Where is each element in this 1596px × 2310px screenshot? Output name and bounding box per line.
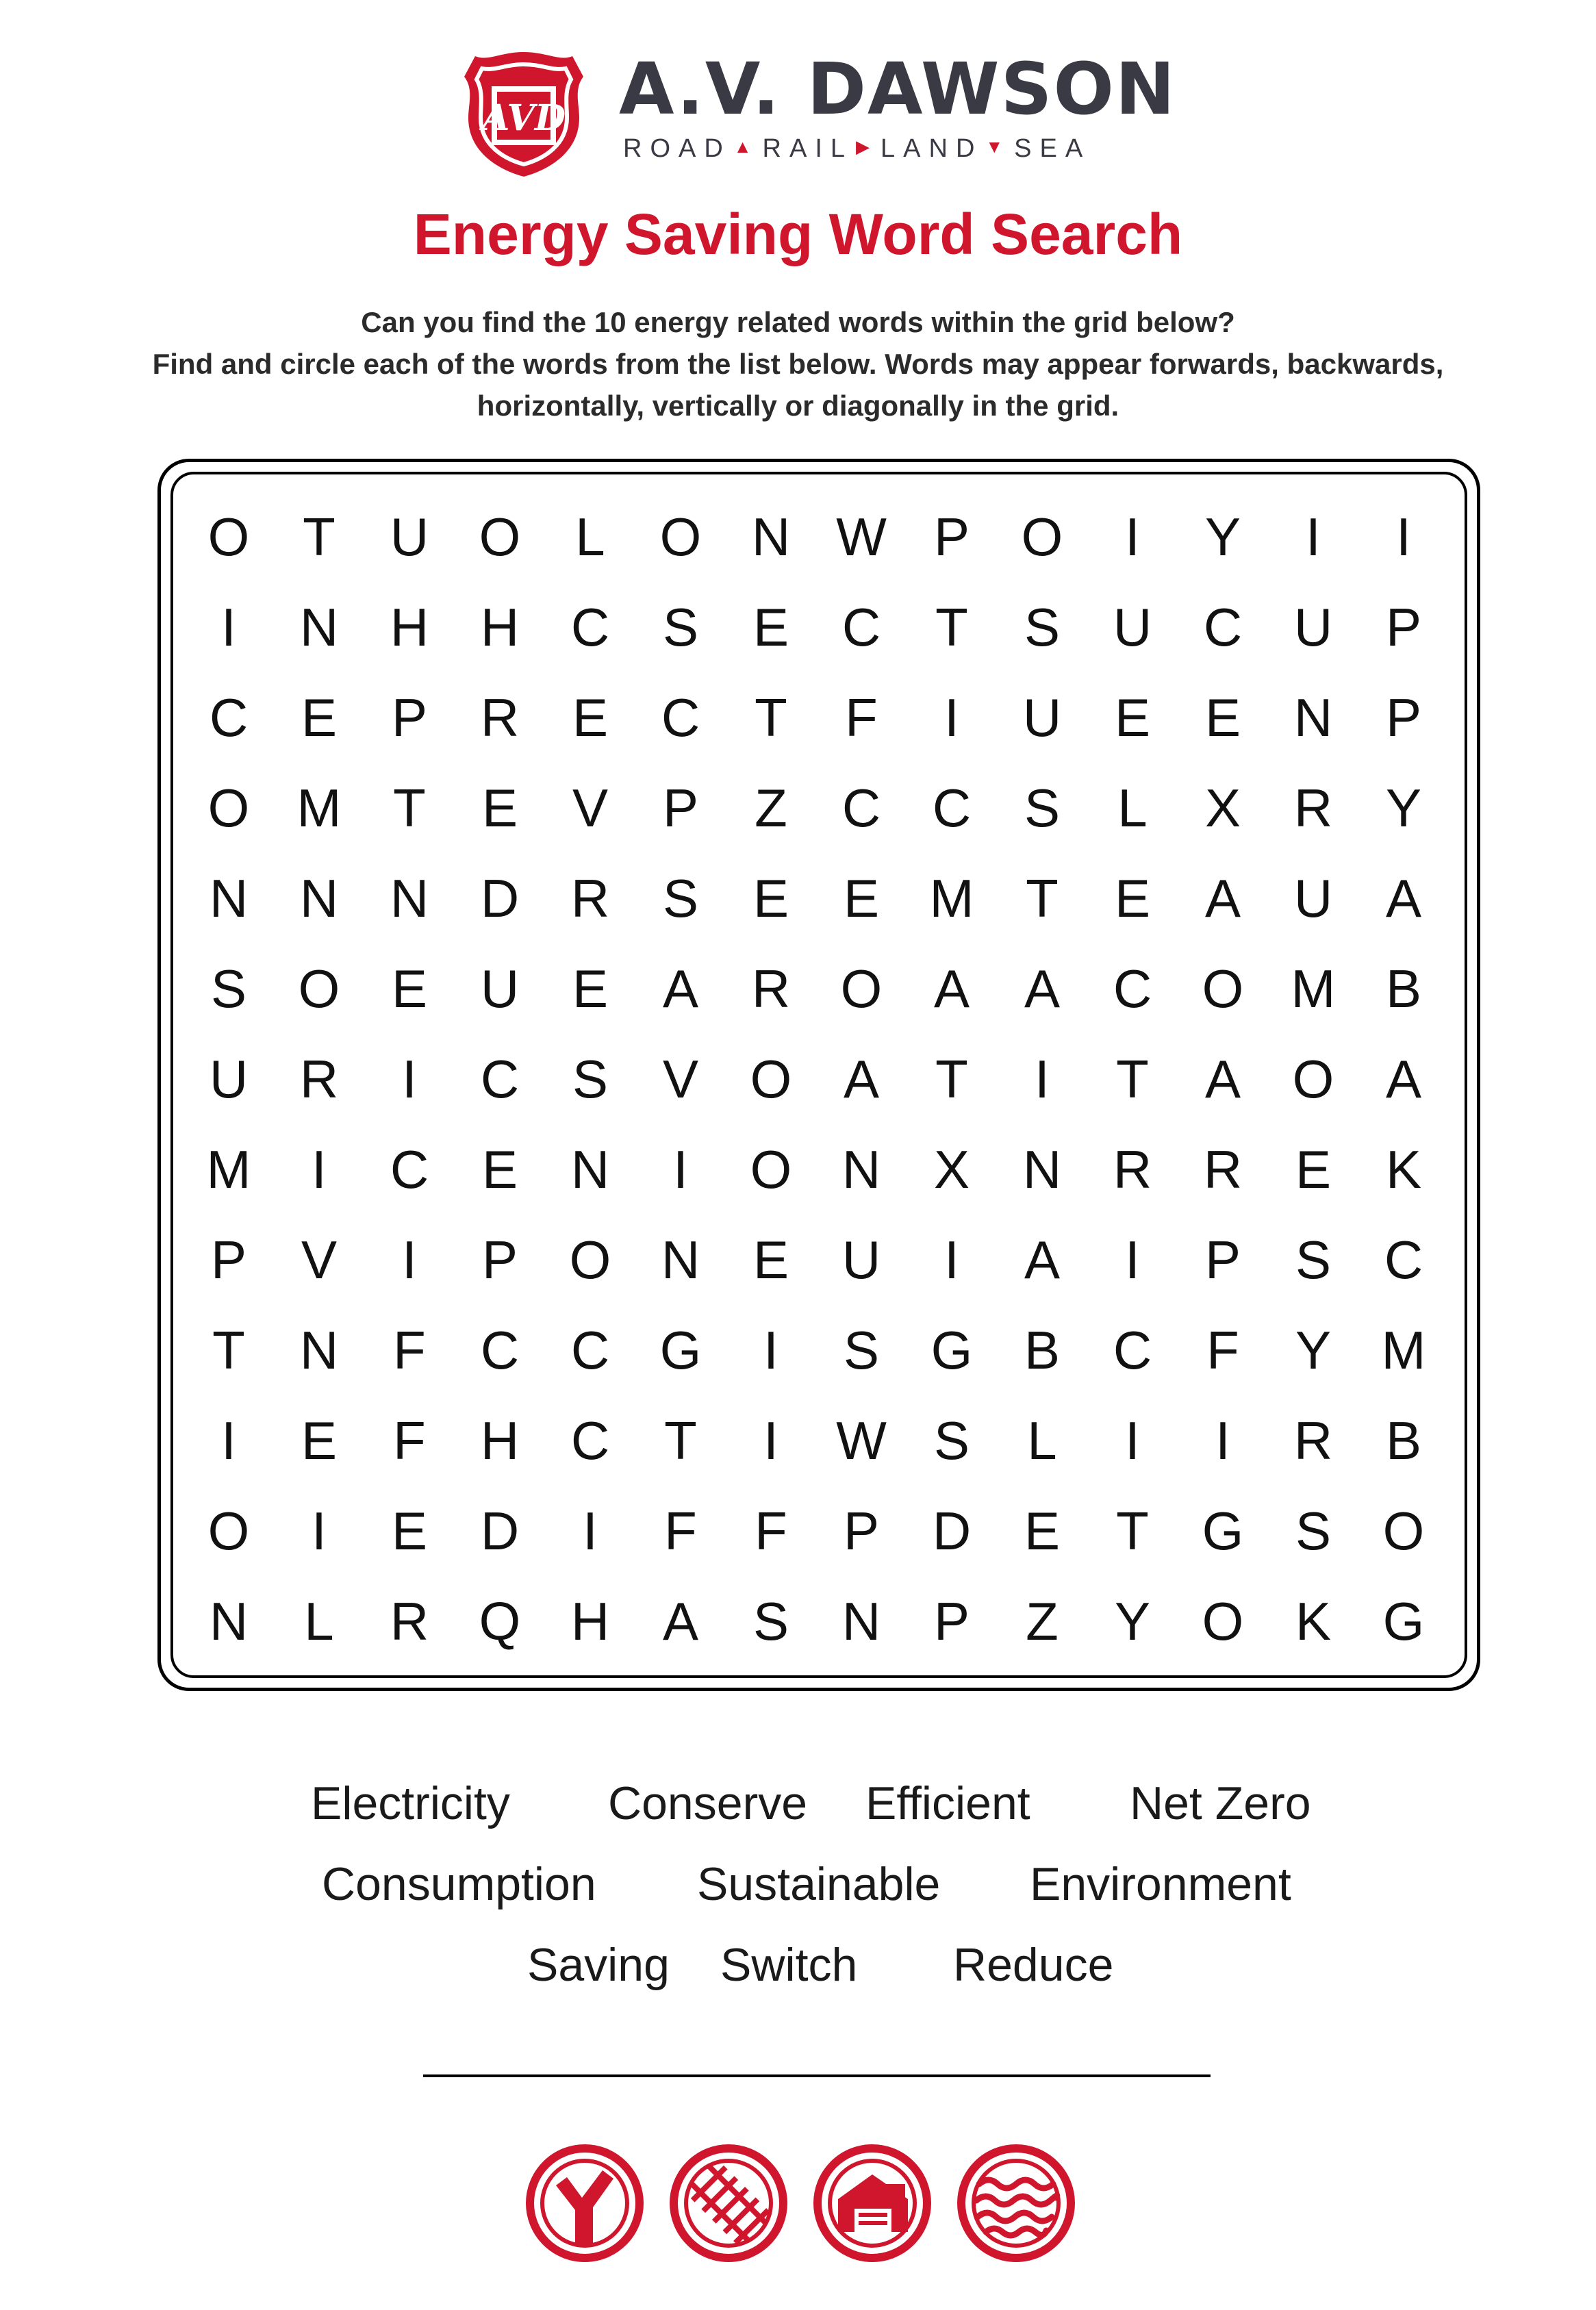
- grid-cell[interactable]: G: [659, 1319, 702, 1380]
- grid-cell[interactable]: C: [841, 596, 881, 657]
- grid-cell[interactable]: V: [301, 1229, 338, 1290]
- grid-cell[interactable]: N: [841, 1139, 881, 1200]
- grid-cell[interactable]: E: [481, 1139, 518, 1200]
- grid-cell[interactable]: D: [480, 1500, 520, 1561]
- instruction-line: Find and circle each of the words from the list below. Words may appear forwards, backwards,: [152, 348, 1444, 380]
- grid-cell[interactable]: O: [207, 506, 250, 567]
- rail-icon: [668, 2143, 789, 2263]
- grid-cell[interactable]: S: [662, 596, 699, 657]
- grid-cell[interactable]: T: [1026, 867, 1059, 928]
- grid-cell[interactable]: U: [1022, 687, 1062, 748]
- grid-cell[interactable]: C: [570, 596, 610, 657]
- grid-cell[interactable]: N: [209, 867, 249, 928]
- grid-cell[interactable]: N: [390, 867, 429, 928]
- sea-icon: [956, 2143, 1076, 2263]
- grid-cell[interactable]: V: [662, 1048, 699, 1109]
- grid-cell[interactable]: E: [1114, 867, 1151, 928]
- grid-cell[interactable]: E: [391, 1500, 428, 1561]
- grid-cell[interactable]: I: [402, 1048, 417, 1109]
- shield-monogram: AVD: [481, 97, 566, 139]
- grid-cell[interactable]: F: [393, 1319, 426, 1380]
- grid-cell[interactable]: X: [933, 1139, 970, 1200]
- grid-cell[interactable]: C: [480, 1319, 520, 1380]
- word-item: Switch: [720, 1939, 858, 1991]
- grid-cell[interactable]: I: [312, 1500, 327, 1561]
- divider: [423, 2074, 1211, 2077]
- word-list-row: [0, 1858, 1596, 1916]
- grid-cell[interactable]: T: [303, 506, 335, 567]
- grid-cell[interactable]: N: [1293, 687, 1333, 748]
- word-list-row: [0, 1777, 1596, 1835]
- grid-cell[interactable]: I: [1125, 1410, 1140, 1471]
- grid-cell[interactable]: I: [1125, 506, 1140, 567]
- grid-cell[interactable]: E: [301, 1410, 338, 1471]
- grid-cell[interactable]: S: [572, 1048, 609, 1109]
- grid-cell[interactable]: B: [1385, 1410, 1422, 1471]
- grid-cell[interactable]: E: [1114, 687, 1151, 748]
- grid-cell[interactable]: O: [1021, 506, 1063, 567]
- grid-cell[interactable]: R: [1113, 1139, 1152, 1200]
- grid-cell[interactable]: I: [1215, 1410, 1230, 1471]
- grid-cell[interactable]: C: [1113, 1319, 1152, 1380]
- grid-cell[interactable]: S: [1295, 1229, 1332, 1290]
- grid-cell[interactable]: C: [480, 1048, 520, 1109]
- grid-cell[interactable]: Z: [1026, 1590, 1059, 1651]
- grid-cell[interactable]: O: [1202, 1590, 1244, 1651]
- grid-cell[interactable]: L: [1027, 1410, 1057, 1471]
- grid-cell[interactable]: N: [841, 1590, 881, 1651]
- grid-cell[interactable]: C: [209, 687, 249, 748]
- brand-tagline: [623, 136, 1091, 162]
- grid-cell[interactable]: U: [480, 958, 520, 1019]
- word-item: Reduce: [953, 1939, 1114, 1991]
- grid-cell[interactable]: R: [570, 867, 610, 928]
- grid-cell[interactable]: R: [299, 1048, 339, 1109]
- grid-cell[interactable]: N: [209, 1590, 249, 1651]
- grid-cell[interactable]: P: [1385, 687, 1422, 748]
- grid-cell[interactable]: G: [1382, 1590, 1425, 1651]
- grid-cell[interactable]: H: [570, 1590, 610, 1651]
- grid-cell[interactable]: P: [843, 1500, 880, 1561]
- grid-cell[interactable]: I: [583, 1500, 598, 1561]
- grid-cell[interactable]: K: [1295, 1590, 1332, 1651]
- page-title: Energy Saving Word Search: [413, 202, 1183, 266]
- grid-cell[interactable]: R: [480, 687, 520, 748]
- grid-cell[interactable]: L: [575, 506, 605, 567]
- grid-cell[interactable]: O: [750, 1048, 792, 1109]
- grid-cell[interactable]: Q: [479, 1590, 521, 1651]
- grid-cell[interactable]: P: [933, 1590, 970, 1651]
- tagline-sea: SEA: [1014, 134, 1091, 163]
- word-item: Efficient: [865, 1777, 1030, 1829]
- grid-cell[interactable]: A: [662, 1590, 699, 1651]
- grid-cell[interactable]: A: [933, 958, 970, 1019]
- grid-cell[interactable]: P: [391, 687, 428, 748]
- grid-cell[interactable]: D: [932, 1500, 972, 1561]
- grid-cell[interactable]: F: [664, 1500, 697, 1561]
- grid-cell[interactable]: E: [391, 958, 428, 1019]
- grid-cell[interactable]: C: [390, 1139, 429, 1200]
- grid-cell[interactable]: F: [845, 687, 878, 748]
- tagline-right-triangle-icon: ▶: [856, 136, 870, 157]
- grid-cell[interactable]: K: [1385, 1139, 1422, 1200]
- grid-cell[interactable]: O: [479, 506, 521, 567]
- grid-cell[interactable]: N: [299, 596, 339, 657]
- word-item: Environment: [1030, 1858, 1291, 1910]
- grid-cell[interactable]: A: [1024, 1229, 1061, 1290]
- grid-cell[interactable]: I: [763, 1410, 778, 1471]
- grid-cell[interactable]: S: [1024, 777, 1061, 838]
- grid-cell[interactable]: R: [751, 958, 791, 1019]
- grid-cell[interactable]: O: [659, 506, 702, 567]
- grid-cell[interactable]: I: [1306, 506, 1321, 567]
- grid-cell[interactable]: U: [1293, 596, 1333, 657]
- grid-cell[interactable]: I: [944, 687, 959, 748]
- grid-cell[interactable]: I: [312, 1139, 327, 1200]
- grid-cell[interactable]: W: [836, 506, 887, 567]
- grid-cell[interactable]: A: [843, 1048, 880, 1109]
- grid-cell[interactable]: L: [304, 1590, 334, 1651]
- grid-cell[interactable]: B: [1385, 958, 1422, 1019]
- grid-cell[interactable]: A: [1024, 958, 1061, 1019]
- grid-cell[interactable]: U: [390, 506, 429, 567]
- grid-cell[interactable]: E: [752, 867, 789, 928]
- instruction-line: Can you find the 10 energy related words within the grid below?: [361, 306, 1235, 338]
- grid-cell[interactable]: N: [1022, 1139, 1062, 1200]
- grid-cell[interactable]: R: [1203, 1139, 1243, 1200]
- grid-cell[interactable]: T: [664, 1410, 697, 1471]
- grid-cell[interactable]: H: [480, 1410, 520, 1471]
- grid-cell[interactable]: N: [661, 1229, 700, 1290]
- grid-cell[interactable]: M: [1381, 1319, 1426, 1380]
- grid-cell[interactable]: T: [212, 1319, 245, 1380]
- grid-cell[interactable]: I: [673, 1139, 688, 1200]
- grid-cell[interactable]: E: [572, 687, 609, 748]
- grid-cell[interactable]: O: [1292, 1048, 1334, 1109]
- grid-cell[interactable]: O: [207, 1500, 250, 1561]
- grid-cell[interactable]: S: [933, 1410, 970, 1471]
- grid-cell[interactable]: S: [1295, 1500, 1332, 1561]
- grid-cell[interactable]: A: [1204, 867, 1241, 928]
- brand-logo: [460, 49, 1200, 179]
- grid-cell[interactable]: E: [481, 777, 518, 838]
- grid-cell[interactable]: H: [390, 596, 429, 657]
- grid-cell[interactable]: G: [930, 1319, 973, 1380]
- grid-cell[interactable]: M: [206, 1139, 251, 1200]
- grid-cell[interactable]: A: [1204, 1048, 1241, 1109]
- grid-cell[interactable]: N: [751, 506, 791, 567]
- grid-cell[interactable]: E: [843, 867, 880, 928]
- tagline-up-triangle-icon: ▲: [733, 136, 752, 157]
- grid-cell[interactable]: O: [207, 777, 250, 838]
- grid-cell[interactable]: Y: [1114, 1590, 1151, 1651]
- grid-cell[interactable]: A: [662, 958, 699, 1019]
- grid-cell[interactable]: V: [572, 777, 609, 838]
- grid-cell[interactable]: E: [1024, 1500, 1061, 1561]
- grid-cell[interactable]: B: [1024, 1319, 1061, 1380]
- word-item: Saving: [527, 1939, 670, 1991]
- grid-cell[interactable]: T: [755, 687, 787, 748]
- grid-cell[interactable]: S: [210, 958, 247, 1019]
- grid-cell[interactable]: P: [1204, 1229, 1241, 1290]
- instruction-line: horizontally, vertically or diagonally in the grid.: [477, 390, 1119, 422]
- grid-cell[interactable]: O: [1382, 1500, 1425, 1561]
- grid-cell[interactable]: I: [1125, 1229, 1140, 1290]
- grid-cell[interactable]: N: [570, 1139, 610, 1200]
- road-icon: [524, 2143, 645, 2263]
- grid-cell[interactable]: S: [1024, 596, 1061, 657]
- grid-cell[interactable]: F: [393, 1410, 426, 1471]
- word-item: Net Zero: [1130, 1777, 1311, 1829]
- grid-cell[interactable]: I: [944, 1229, 959, 1290]
- grid-cell[interactable]: A: [1385, 1048, 1422, 1109]
- grid-cell[interactable]: M: [296, 777, 342, 838]
- grid-cell[interactable]: U: [1293, 867, 1333, 928]
- word-item: Consumption: [322, 1858, 596, 1910]
- grid-cell[interactable]: X: [1204, 777, 1241, 838]
- brand-name: A.V. DAWSON: [619, 47, 1176, 131]
- grid-cell[interactable]: E: [301, 687, 338, 748]
- word-list-row: [0, 1939, 1596, 1996]
- grid-cell[interactable]: U: [1113, 596, 1152, 657]
- tagline-down-triangle-icon: ▼: [985, 136, 1004, 157]
- grid-cell[interactable]: O: [1202, 958, 1244, 1019]
- grid-cell[interactable]: M: [1291, 958, 1336, 1019]
- grid-cell[interactable]: E: [1204, 687, 1241, 748]
- grid-cell[interactable]: N: [299, 867, 339, 928]
- grid-cell[interactable]: E: [752, 1229, 789, 1290]
- grid-cell[interactable]: S: [752, 1590, 789, 1651]
- grid-cell[interactable]: L: [1117, 777, 1148, 838]
- grid-cell[interactable]: T: [1116, 1048, 1149, 1109]
- grid-cell[interactable]: I: [221, 596, 236, 657]
- footer-icons: [524, 2143, 1072, 2266]
- grid-cell[interactable]: W: [836, 1410, 887, 1471]
- grid-cell[interactable]: N: [299, 1319, 339, 1380]
- grid-cell[interactable]: P: [662, 777, 699, 838]
- grid-cell[interactable]: T: [935, 1048, 968, 1109]
- tagline-land: LAND: [881, 134, 983, 163]
- grid-cell[interactable]: I: [1035, 1048, 1050, 1109]
- grid-cell[interactable]: C: [570, 1319, 610, 1380]
- grid-cell[interactable]: C: [661, 687, 700, 748]
- grid-cell[interactable]: R: [1293, 777, 1333, 838]
- grid-cell[interactable]: E: [572, 958, 609, 1019]
- grid-cell[interactable]: P: [1385, 596, 1422, 657]
- tagline-road: ROAD: [623, 134, 731, 163]
- grid-cell[interactable]: F: [1206, 1319, 1239, 1380]
- grid-cell[interactable]: P: [210, 1229, 247, 1290]
- grid-cell[interactable]: A: [1385, 867, 1422, 928]
- grid-cell[interactable]: F: [755, 1500, 787, 1561]
- grid-cell[interactable]: I: [763, 1319, 778, 1380]
- grid-cell[interactable]: C: [1113, 958, 1152, 1019]
- instructions: [103, 301, 1493, 427]
- grid-cell[interactable]: T: [935, 596, 968, 657]
- grid-cell[interactable]: E: [752, 596, 789, 657]
- grid-cell[interactable]: U: [209, 1048, 249, 1109]
- grid-cell[interactable]: H: [480, 596, 520, 657]
- grid-cell[interactable]: R: [390, 1590, 429, 1651]
- grid-cell[interactable]: D: [480, 867, 520, 928]
- grid-cell[interactable]: U: [841, 1229, 881, 1290]
- grid-cell[interactable]: C: [570, 1410, 610, 1471]
- grid-cell[interactable]: C: [932, 777, 972, 838]
- word-grid: [183, 492, 1449, 1666]
- grid-cell[interactable]: Z: [755, 777, 787, 838]
- tagline-rail: RAIL: [762, 134, 854, 163]
- grid-cell[interactable]: C: [841, 777, 881, 838]
- grid-cell[interactable]: C: [1203, 596, 1243, 657]
- grid-cell[interactable]: S: [662, 867, 699, 928]
- word-item: Electricity: [311, 1777, 510, 1829]
- grid-cell[interactable]: T: [393, 777, 426, 838]
- grid-cell[interactable]: P: [933, 506, 970, 567]
- grid-cell[interactable]: C: [1384, 1229, 1423, 1290]
- grid-cell[interactable]: P: [481, 1229, 518, 1290]
- grid-cell[interactable]: O: [840, 958, 883, 1019]
- grid-cell[interactable]: O: [750, 1139, 792, 1200]
- grid-cell[interactable]: I: [1396, 506, 1411, 567]
- grid-cell[interactable]: M: [929, 867, 974, 928]
- shield-logo-icon: [460, 49, 587, 179]
- land-icon: [812, 2143, 933, 2263]
- grid-cell[interactable]: I: [402, 1229, 417, 1290]
- grid-cell[interactable]: O: [298, 958, 340, 1019]
- grid-cell[interactable]: Y: [1385, 777, 1422, 838]
- grid-cell[interactable]: Y: [1204, 506, 1241, 567]
- grid-cell[interactable]: R: [1293, 1410, 1333, 1471]
- word-item: Conserve: [608, 1777, 808, 1829]
- grid-cell[interactable]: Y: [1295, 1319, 1332, 1380]
- grid-cell[interactable]: G: [1202, 1500, 1244, 1561]
- grid-cell[interactable]: E: [1295, 1139, 1332, 1200]
- grid-cell[interactable]: T: [1116, 1500, 1149, 1561]
- word-item: Sustainable: [697, 1858, 941, 1910]
- grid-cell[interactable]: S: [843, 1319, 880, 1380]
- grid-cell[interactable]: O: [569, 1229, 611, 1290]
- grid-cell[interactable]: I: [221, 1410, 236, 1471]
